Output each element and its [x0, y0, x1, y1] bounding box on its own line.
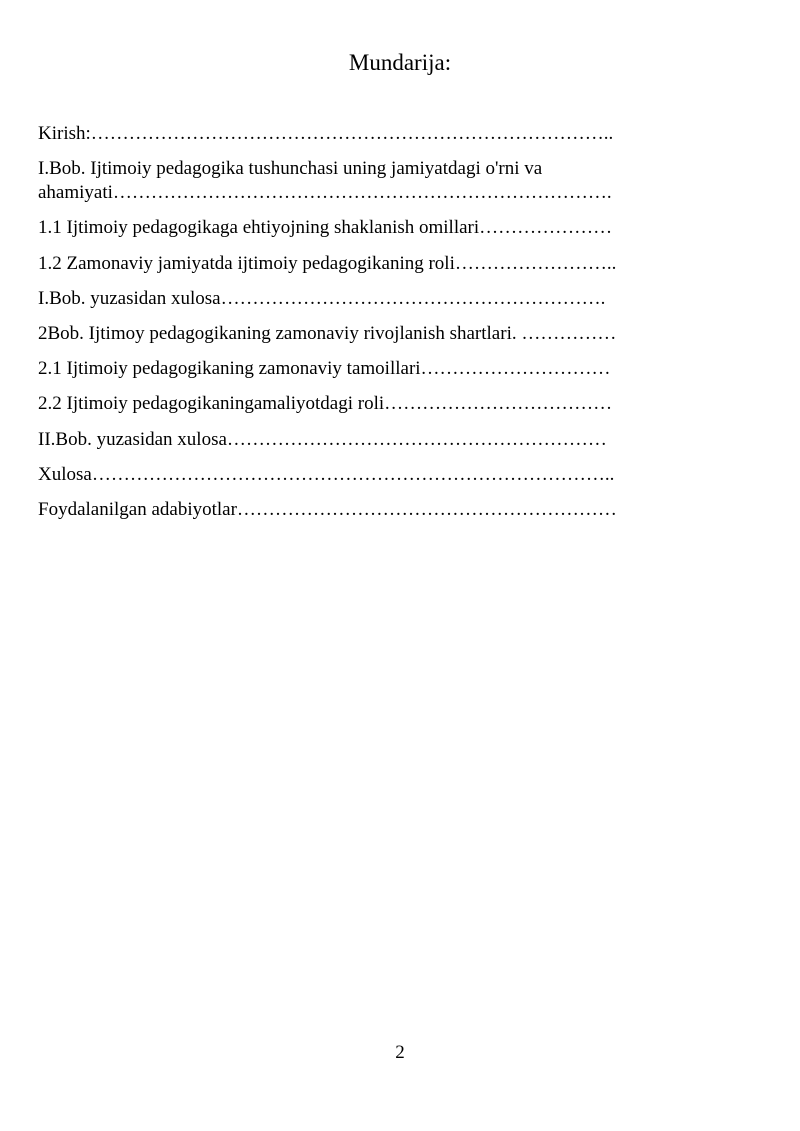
toc-entry-chapter-1-conclusion: I.Bob. yuzasidan xulosa…………………………………………………….	[38, 287, 606, 309]
toc-entry-chapter-1-line-2: ahamiyati…………………………………………………………………….	[38, 182, 612, 204]
toc-entry-section-1-1: 1.1 Ijtimoiy pedagogikaga ehtiyojning shaklanish omillari…………………	[38, 217, 613, 239]
toc-entry-chapter-2-conclusion: II.Bob. yuzasidan xulosa……………………………………………………	[38, 428, 607, 450]
toc-entry-section-1-2: 1.2 Zamonaviy jamiyatda ijtimoiy pedagogikaning roli……………………..	[38, 252, 617, 274]
toc-entry-section-2-1: 2.1 Ijtimoiy pedagogikaning zamonaviy tamoillari…………………………	[38, 358, 611, 380]
toc-entry-chapter-1-line-1: I.Bob. Ijtimoiy pedagogika tushunchasi uning jamiyatdagi o'rni va	[38, 158, 543, 180]
toc-entry-references: Foydalanilgan adabiyotlar……………………………………………………	[38, 498, 617, 520]
table-of-contents	[38, 122, 703, 533]
page-number: 2	[395, 1042, 405, 1063]
toc-entry-chapter-2: 2Bob. Ijtimoy pedagogikaning zamonaviy rivojlanish shartlari. ……………	[38, 322, 617, 344]
toc-entry-chapter-1	[38, 157, 703, 205]
page-title: Mundarija:	[348, 50, 452, 75]
toc-entry-kirish: Kirish:………………………………………………………………………..	[38, 123, 614, 144]
toc-entry-section-2-2: 2.2 Ijtimoiy pedagogikaningamaliyotdagi roli………………………………	[38, 393, 613, 415]
toc-entry-xulosa: Xulosa………………………………………………………………………..	[38, 463, 615, 485]
